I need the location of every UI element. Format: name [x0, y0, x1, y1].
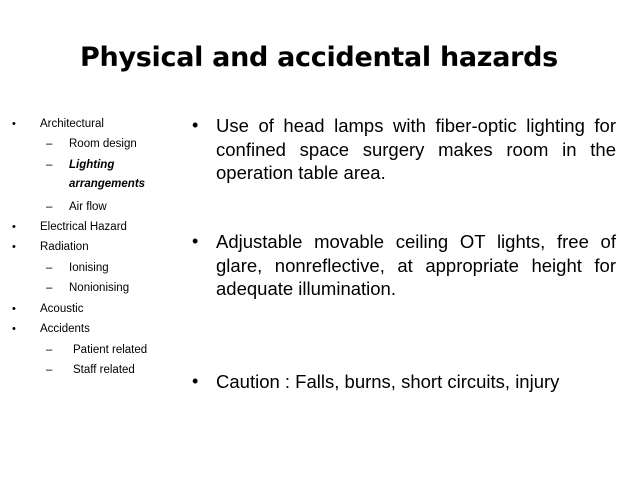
outline-subitem-label: Patient related [73, 344, 148, 356]
outline-item-label: Acoustic [40, 303, 84, 315]
dash-icon: – [46, 282, 53, 294]
dash-icon: – [46, 364, 53, 376]
bullet-icon: • [12, 118, 16, 130]
bullet-icon: • [12, 323, 16, 335]
dash-icon: – [46, 344, 53, 356]
bullet-icon: • [12, 303, 16, 315]
content-point-text: Adjustable movable ceiling OT lights, free of glare, nonreflective, at appropriate height for adequate illumination. [216, 231, 616, 299]
dash-icon: – [46, 201, 53, 213]
dash-icon: – [46, 159, 53, 171]
content-point-text: Use of head lamps with fiber-optic lighting for confined space surgery makes room in the operation table area. [216, 115, 616, 183]
outline-subitem-label: Lighting [69, 159, 115, 171]
dash-icon: – [46, 262, 53, 274]
outline-subitem-label: Ionising [69, 262, 109, 274]
content-point [192, 370, 616, 394]
outline-subitem-label: Staff related [73, 364, 135, 376]
outline-item-label: Radiation [40, 241, 89, 253]
bullet-icon: • [12, 241, 16, 253]
outline-subitem-label: Air flow [69, 201, 107, 213]
content-point [192, 230, 616, 301]
slide-title: Physical and accidental hazards [80, 42, 558, 73]
outline-subitem-label: arrangements [69, 178, 146, 190]
bullet-icon: • [192, 115, 199, 135]
outline-item-label: Electrical Hazard [40, 221, 127, 233]
outline-item-label: Accidents [40, 323, 90, 335]
content-point-text: Caution : Falls, burns, short circuits, injury [216, 371, 560, 392]
dash-icon: – [46, 138, 53, 150]
outline-subitem-label: Nonionising [69, 282, 130, 294]
outline-subitem-label: Room design [69, 138, 137, 150]
outline-item-label: Architectural [40, 118, 104, 130]
bullet-icon: • [12, 221, 16, 233]
bullet-icon: • [192, 231, 199, 251]
bullet-icon: • [192, 371, 199, 391]
content-point [192, 114, 616, 185]
